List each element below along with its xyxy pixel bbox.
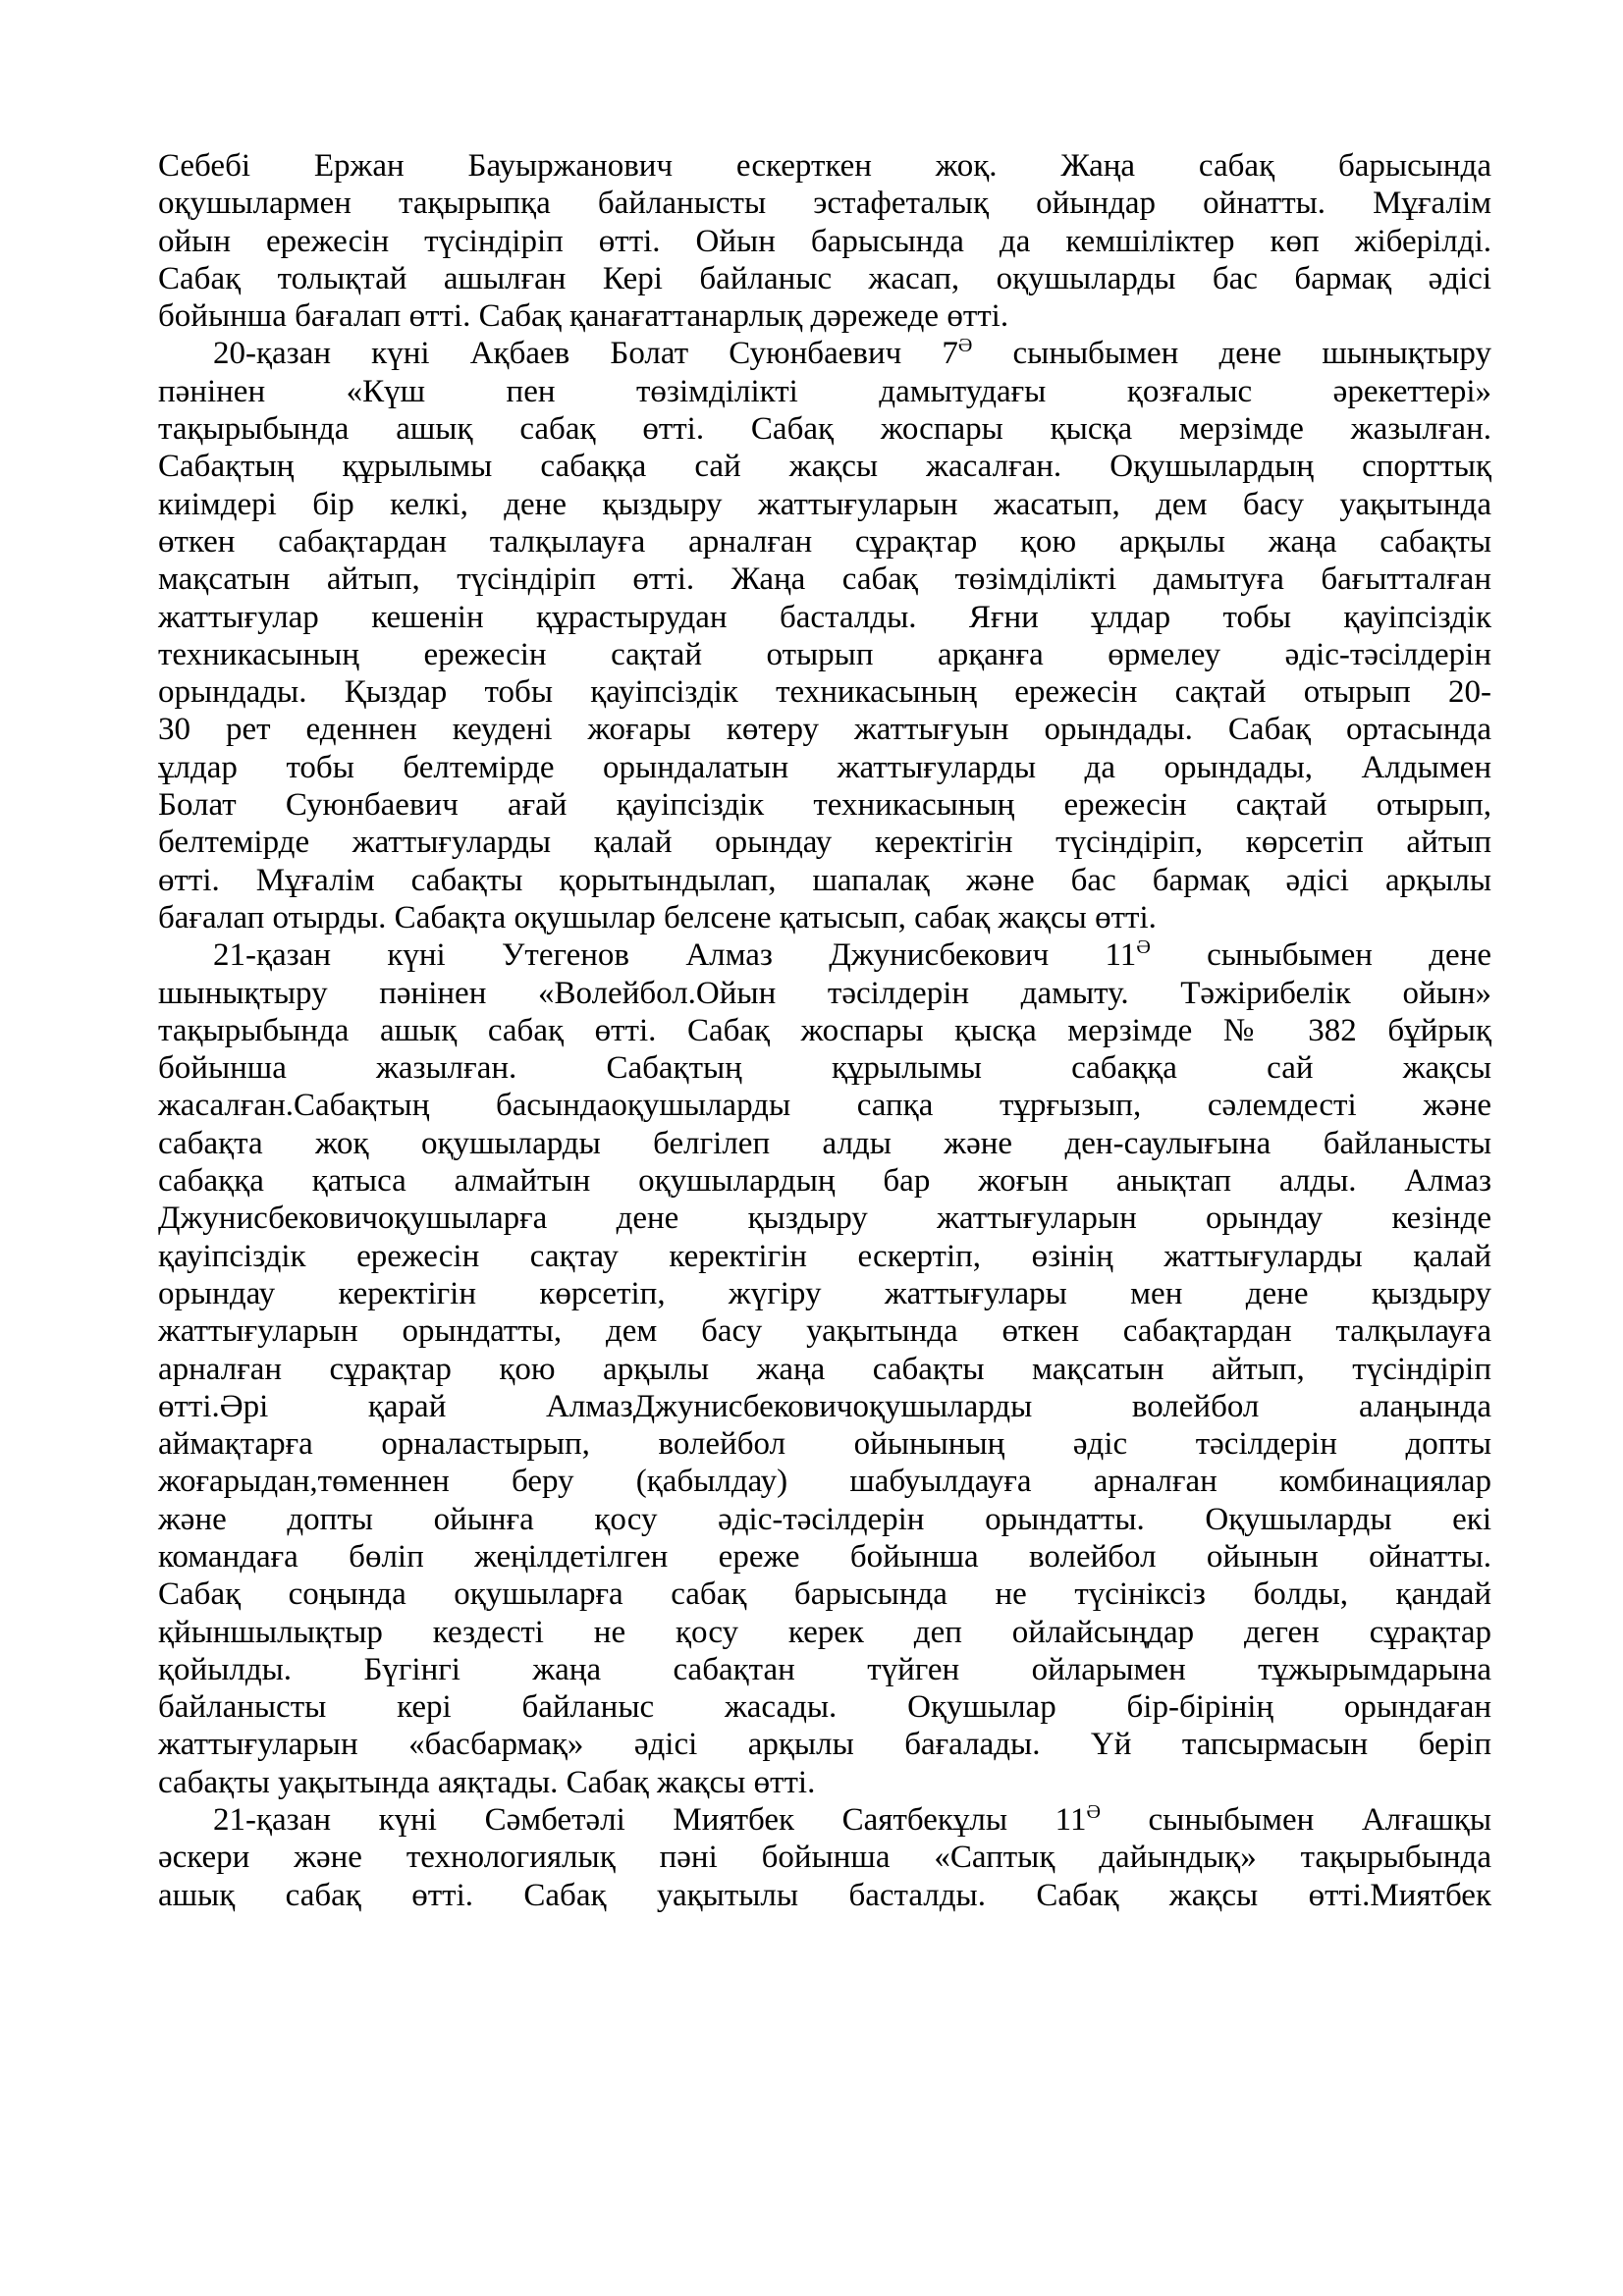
text-line: орындады. Қыздар тобы қауіпсіздік техникасының ережесін сақтай отырып 20- (158, 674, 1491, 711)
text-line: аймақтарға орналастырып, волейбол ойынының әдіс тәсілдерін допты (158, 1426, 1491, 1463)
text-line: Болат Суюнбаевич ағай қауіпсіздік техникасының ережесін сақтай отырып, (158, 787, 1491, 824)
text-line: өтті. Мұғалім сабақты қорытындылап, шапалақ және бас бармақ әдісі арқылы (158, 862, 1491, 898)
text-line: жаттығуларын орындатты, дем басу уақытында өткен сабақтардан талқылауға (158, 1313, 1491, 1350)
text-line: шынықтыру пәнінен «Волейбол.Ойын тәсілдерін дамыту. Тәжірибелік ойын» (158, 975, 1491, 1011)
text-line: Сабақ толықтай ашылған Кері байланыс жасап, оқушыларды бас бармақ әдісі (158, 260, 1491, 296)
text-line: белтемірде жаттығуларды қалай орындау керектігін түсіндіріп, көрсетіп айтып (158, 825, 1491, 861)
text-line: киімдері бір келкі, дене қыздыру жаттығуларын жасатып, дем басу уақытында (158, 486, 1491, 522)
text-line: Сабақтың құрылымы сабаққа сай жақсы жасалған. Оқушылардың спорттық (158, 449, 1491, 485)
text-line: қойылды. Бүгінгі жаңа сабақтан түйген ойларымен тұжырымдарына (158, 1651, 1491, 1687)
text-line: 21-қазан күні Утегенов Алмаз Джунисбекович $11^Ә$ сыныбымен дене (213, 936, 1491, 974)
class-letter-superscript: Ә (957, 335, 973, 357)
paragraph (158, 1801, 1491, 1914)
text-line: Сабақ соңында оқушыларға сабақ барысында не түсініксіз болды, қандай (158, 1576, 1491, 1613)
text-line: 30 рет еденнен кеудені жоғары көтеру жаттығуын орындады. Сабақ ортасында (158, 712, 1491, 748)
text-line: қауіпсіздік ережесін сақтау керектігін ескертіп, өзінің жаттығуларды қалай (158, 1238, 1491, 1274)
class-letter-superscript: Ә (1136, 936, 1151, 959)
paragraph (158, 335, 1491, 936)
text-line: өткен сабақтардан талқылауға арналған сұрақтар қою арқылы жаңа сабақты (158, 523, 1491, 560)
document-page (158, 147, 1491, 1914)
text-line: техникасының ережесін сақтай отырып арқанға өрмелеу әдіс-тәсілдерін (158, 636, 1491, 672)
text-line: жоғарыдан,төменнен беру (қабылдау) шабуылдауға арналған комбинациялар (158, 1464, 1491, 1500)
text-line: пәнінен «Күш пен төзімділікті дамытудағы қозғалыс әрекеттері» (158, 373, 1491, 409)
class-letter-superscript: Ә (1086, 1801, 1101, 1824)
text-line: байланысты кері байланыс жасады. Оқушылар бір-бірінің орындаған (158, 1689, 1491, 1726)
text-line: Джунисбековичоқушыларға дене қыздыру жаттығуларын орындау кезінде (158, 1201, 1491, 1237)
paragraph (158, 936, 1491, 1801)
text-line: Себебі Ержан Бауыржанович ескерткен жоқ. Жаңа сабақ барысында (158, 148, 1491, 184)
text-line: арналған сұрақтар қою арқылы жаңа сабақты мақсатын айтып, түсіндіріп (158, 1351, 1491, 1387)
text-line: ұлдар тобы белтемірде орындалатын жаттығуларды да орындады, Алдымен (158, 749, 1491, 785)
text-line: оқушылармен тақырыпқа байланысты эстафеталық ойындар ойнатты. Мұғалім (158, 186, 1491, 222)
text-line: 21-қазан күні Сәмбетәлі Миятбек Саятбекұлы $11^Ә$ сыныбымен Алғашқы (213, 1801, 1491, 1839)
text-line: бойынша бағалап өтті. Сабақ қанағаттанарлық дәрежеде өтті. (158, 298, 1009, 335)
text-line: сабақты уақытында аяқтады. Сабақ жақсы өтті. (158, 1764, 816, 1800)
text-line: жасалған.Сабақтың басындаоқушыларды сапқа тұрғызып, сәлемдесті және (158, 1088, 1491, 1124)
text-line: ашық сабақ өтті. Сабақ уақытылы басталды. Сабақ жақсы өтті.Миятбек (158, 1877, 1491, 1913)
text-line: бағалап отырды. Сабақта оқушылар белсене қатысып, сабақ жақсы өтті. (158, 899, 1157, 935)
text-line: және допты ойынға қосу әдіс-тәсілдерін орындатты. Оқушыларды екі (158, 1501, 1491, 1537)
text-line: орындау керектігін көрсетіп, жүгіру жаттығулары мен дене қыздыру (158, 1275, 1491, 1311)
text-line: өтті.Әрі қарай АлмазДжунисбековичоқушыларды волейбол алаңында (158, 1388, 1491, 1424)
text-line: қйыншылықтыр кездесті не қосу керек деп ойлайсыңдар деген сұрақтар (158, 1614, 1491, 1650)
text-line: мақсатын айтып, түсіндіріп өтті. Жаңа сабақ төзімділікті дамытуға бағытталған (158, 561, 1491, 598)
text-line: жаттығулар кешенін құрастырудан басталды. Яғни ұлдар тобы қауіпсіздік (158, 599, 1491, 635)
text-line: бойынша жазылған. Сабақтың құрылымы сабаққа сай жақсы (158, 1050, 1491, 1087)
text-line: сабақта жоқ оқушыларды белгілеп алды және ден-саулығына байланысты (158, 1125, 1491, 1161)
text-line: әскери және технологиялық пәні бойынша «Саптық дайындық» тақырыбында (158, 1840, 1491, 1876)
text-line: командаға бөліп жеңілдетілген ереже бойынша волейбол ойынын ойнатты. (158, 1538, 1491, 1575)
text-line: жаттығуларын «басбармақ» әдісі арқылы бағалады. Үй тапсырмасын беріп (158, 1727, 1491, 1763)
text-line: ойын ережесін түсіндіріп өтті. Ойын барысында да кемшіліктер көп жіберілді. (158, 223, 1491, 259)
text-line: 20-қазан күні Ақбаев Болат Суюнбаевич $7^Ә$ сыныбымен дене шынықтыру (213, 335, 1491, 372)
text-line: тақырыбында ашық сабақ өтті. Сабақ жоспары қысқа мерзімде № 382 бұйрық (158, 1012, 1491, 1048)
paragraph (158, 147, 1491, 335)
text-line: сабаққа қатыса алмайтын оқушылардың бар жоғын анықтап алды. Алмаз (158, 1163, 1491, 1200)
text-line: тақырыбында ашық сабақ өтті. Сабақ жоспары қысқа мерзімде жазылған. (158, 411, 1491, 448)
